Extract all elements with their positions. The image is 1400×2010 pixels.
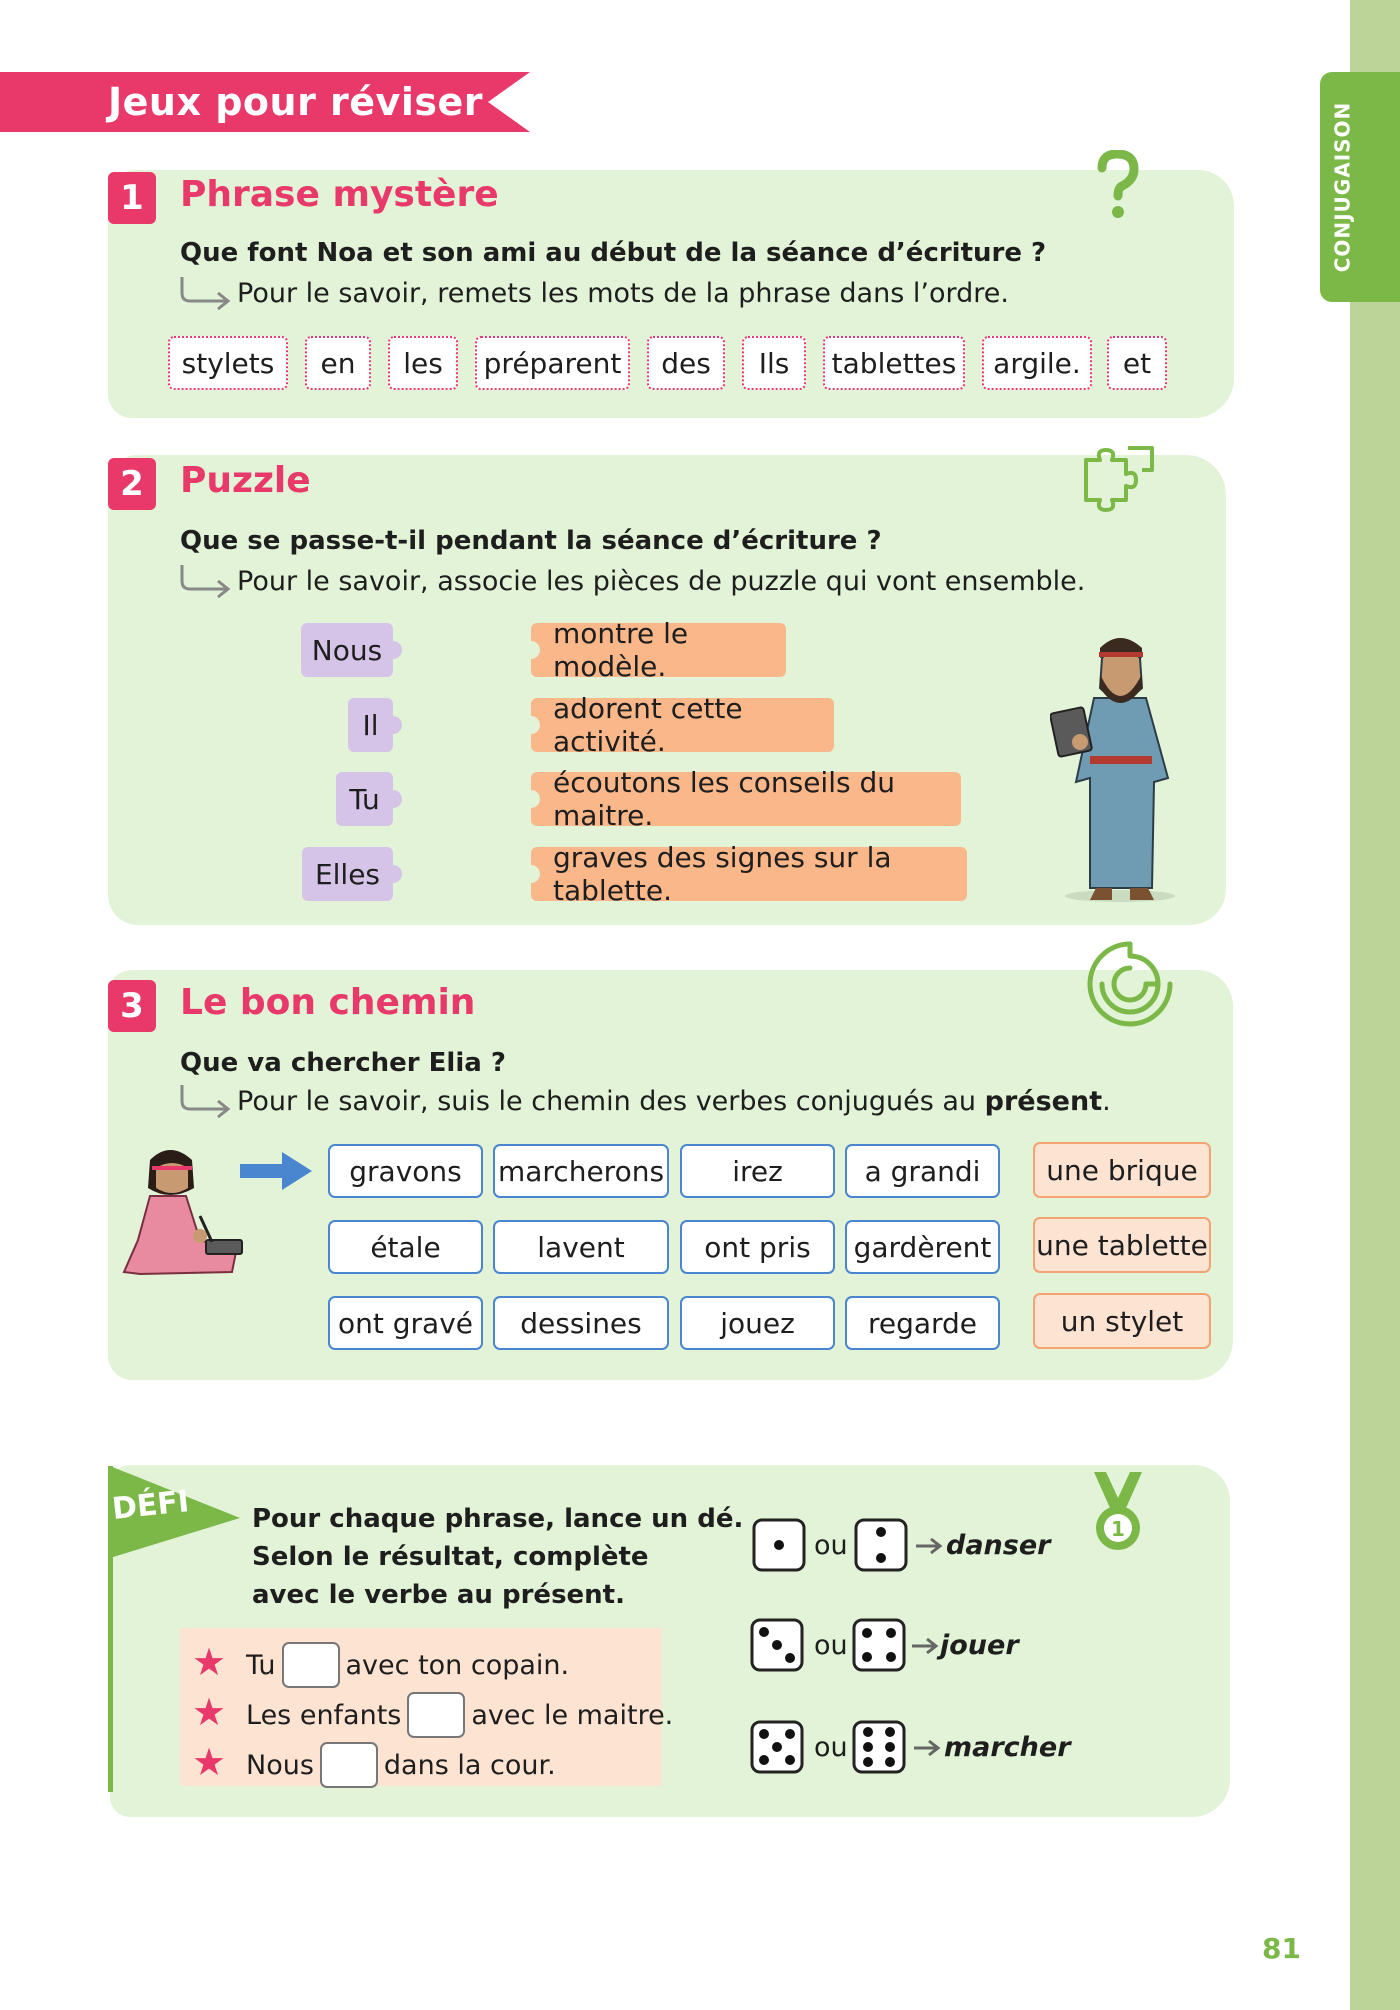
- maze-answer-card[interactable]: une brique: [1033, 1142, 1211, 1198]
- word-card[interactable]: préparent: [475, 336, 630, 390]
- section-1-title: Phrase mystère: [180, 174, 499, 215]
- answer-blank-input[interactable]: [320, 1742, 378, 1788]
- word-card[interactable]: et: [1107, 336, 1167, 390]
- puzzle-piece-subject[interactable]: Tu: [336, 772, 393, 826]
- arrow-right-icon: [238, 1150, 314, 1192]
- dice-verb: jouer: [940, 1630, 1019, 1661]
- or-label: ou: [814, 1732, 848, 1763]
- star-icon: ★: [192, 1740, 227, 1784]
- defi-sentence: [246, 1742, 556, 1788]
- maze-icon: [1086, 940, 1174, 1028]
- sentence-start: Nous: [246, 1749, 314, 1781]
- maze-verb-card[interactable]: gardèrent: [845, 1220, 1000, 1274]
- or-label: ou: [814, 1630, 848, 1661]
- maze-answer-card[interactable]: un stylet: [1033, 1293, 1211, 1349]
- maze-verb-card[interactable]: étale: [328, 1220, 483, 1274]
- sentence-end: avec ton copain.: [345, 1649, 570, 1681]
- dice-pip: [759, 1755, 769, 1765]
- dice-face-icon: [854, 1518, 908, 1572]
- section-1-number: 1: [108, 172, 156, 224]
- sentence-start: Les enfants: [246, 1699, 402, 1731]
- girl-writing-illustration: [120, 1140, 250, 1280]
- dice-pip: [876, 1527, 886, 1537]
- section-3-question: Que va chercher Elia ?: [180, 1048, 506, 1078]
- section-2-title: Puzzle: [180, 460, 311, 501]
- page-title: Jeux pour réviser: [108, 80, 483, 124]
- defi-label: DÉFI: [110, 1484, 191, 1527]
- word-card[interactable]: en: [305, 336, 371, 390]
- maze-verb-card[interactable]: marcherons: [493, 1144, 669, 1198]
- dice-pip: [772, 1742, 782, 1752]
- sentence-start: Tu: [246, 1649, 276, 1681]
- hint-arrow-icon: [178, 275, 234, 315]
- dice-pip: [886, 1628, 896, 1638]
- answer-blank-input[interactable]: [407, 1692, 465, 1738]
- page-number: 81: [1262, 1932, 1301, 1965]
- dice-pip: [759, 1627, 769, 1637]
- dice-pip: [862, 1628, 872, 1638]
- dice-rule-row: [852, 1618, 906, 1676]
- small-arrow-icon: [910, 1636, 940, 1656]
- maze-verb-card[interactable]: jouez: [680, 1296, 835, 1350]
- hint-arrow-icon: [178, 563, 234, 603]
- dice-pip: [759, 1729, 769, 1739]
- puzzle-piece-ending[interactable]: montre le modèle.: [531, 623, 786, 677]
- medal-icon: [1088, 1468, 1148, 1556]
- word-card[interactable]: argile.: [982, 336, 1092, 390]
- dice-face-icon: [852, 1720, 906, 1774]
- hint-arrow-icon: [178, 1083, 234, 1123]
- puzzle-piece-ending[interactable]: graves des signes sur la tablette.: [531, 847, 967, 901]
- dice-face-icon: [852, 1618, 906, 1672]
- section-3-title: Le bon chemin: [180, 982, 476, 1023]
- maze-answer-card[interactable]: une tablette: [1033, 1217, 1211, 1273]
- or-label: ou: [814, 1530, 848, 1561]
- puzzle-piece-subject[interactable]: Il: [348, 698, 393, 752]
- maze-verb-card[interactable]: gravons: [328, 1144, 483, 1198]
- puzzle-piece-ending[interactable]: écoutons les conseils du maitre.: [531, 772, 961, 826]
- dice-pip: [863, 1757, 873, 1767]
- puzzle-icon: [1082, 444, 1158, 516]
- star-icon: ★: [192, 1690, 227, 1734]
- dice-pip: [886, 1652, 896, 1662]
- dice-pip: [876, 1553, 886, 1563]
- answer-blank-input[interactable]: [282, 1642, 340, 1688]
- maze-verb-card[interactable]: ont gravé: [328, 1296, 483, 1350]
- defi-instruction: Selon le résultat, complète: [252, 1542, 649, 1572]
- scribe-illustration: [1050, 618, 1190, 903]
- section-2-question: Que se passe-t-il pendant la séance d’écriture ?: [180, 526, 882, 556]
- dice-face-icon: [750, 1720, 804, 1774]
- dice-rule-row: [750, 1720, 804, 1778]
- defi-instruction: avec le verbe au présent.: [252, 1580, 625, 1610]
- maze-verb-card[interactable]: dessines: [493, 1296, 669, 1350]
- section-3-number: 3: [108, 980, 156, 1032]
- svg-text:1: 1: [1111, 1517, 1125, 1541]
- section-3-hint: Pour le savoir, suis le chemin des verbes conjugués au présent.: [237, 1086, 1111, 1117]
- sentence-end: avec le maitre.: [471, 1699, 674, 1731]
- maze-verb-card[interactable]: ont pris: [680, 1220, 835, 1274]
- dice-pip: [862, 1652, 872, 1662]
- dice-rule-row: [854, 1518, 908, 1576]
- dice-pip: [863, 1727, 873, 1737]
- maze-verb-card[interactable]: irez: [680, 1144, 835, 1198]
- sentence-end: dans la cour.: [383, 1749, 556, 1781]
- section-2-hint: Pour le savoir, associe les pièces de puzzle qui vont ensemble.: [237, 566, 1086, 597]
- puzzle-piece-subject[interactable]: Nous: [301, 623, 393, 677]
- small-arrow-icon: [914, 1536, 944, 1556]
- dice-rule-row: [752, 1518, 806, 1576]
- maze-verb-card[interactable]: lavent: [493, 1220, 669, 1274]
- defi-sentence: [246, 1642, 569, 1688]
- section-2-number: 2: [108, 458, 156, 510]
- dice-pip: [785, 1729, 795, 1739]
- word-card[interactable]: Ils: [742, 336, 806, 390]
- dice-verb: marcher: [944, 1732, 1071, 1763]
- dice-pip: [774, 1540, 784, 1550]
- maze-verb-card[interactable]: a grandi: [845, 1144, 1000, 1198]
- section-1-hint: Pour le savoir, remets les mots de la phrase dans l’ordre.: [237, 278, 1009, 309]
- dice-pip: [885, 1757, 895, 1767]
- side-tab-label: CONJUGAISON: [1330, 101, 1354, 273]
- maze-verb-card[interactable]: regarde: [845, 1296, 1000, 1350]
- dice-face-icon: [752, 1518, 806, 1572]
- dice-face-icon: [750, 1618, 804, 1672]
- defi-instruction: Pour chaque phrase, lance un dé.: [252, 1504, 744, 1534]
- puzzle-piece-ending[interactable]: adorent cette activité.: [531, 698, 834, 752]
- dice-verb: danser: [946, 1530, 1051, 1561]
- section-1-question: Que font Noa et son ami au début de la séance d’écriture ?: [180, 238, 1047, 268]
- dice-rule-row: [750, 1618, 804, 1676]
- defi-sentence: [246, 1692, 673, 1738]
- small-arrow-icon: [912, 1738, 942, 1758]
- dice-pip: [885, 1727, 895, 1737]
- dice-rule-row: [852, 1720, 906, 1778]
- dice-pip: [772, 1640, 782, 1650]
- puzzle-piece-subject[interactable]: Elles: [302, 847, 393, 901]
- question-mark-icon: [1094, 150, 1140, 220]
- dice-pip: [885, 1742, 895, 1752]
- word-card[interactable]: les: [388, 336, 458, 390]
- dice-pip: [785, 1653, 795, 1663]
- dice-pip: [785, 1755, 795, 1765]
- word-card[interactable]: stylets: [168, 336, 288, 390]
- word-card[interactable]: tablettes: [823, 336, 965, 390]
- word-card[interactable]: des: [647, 336, 725, 390]
- star-icon: ★: [192, 1640, 227, 1684]
- dice-pip: [863, 1742, 873, 1752]
